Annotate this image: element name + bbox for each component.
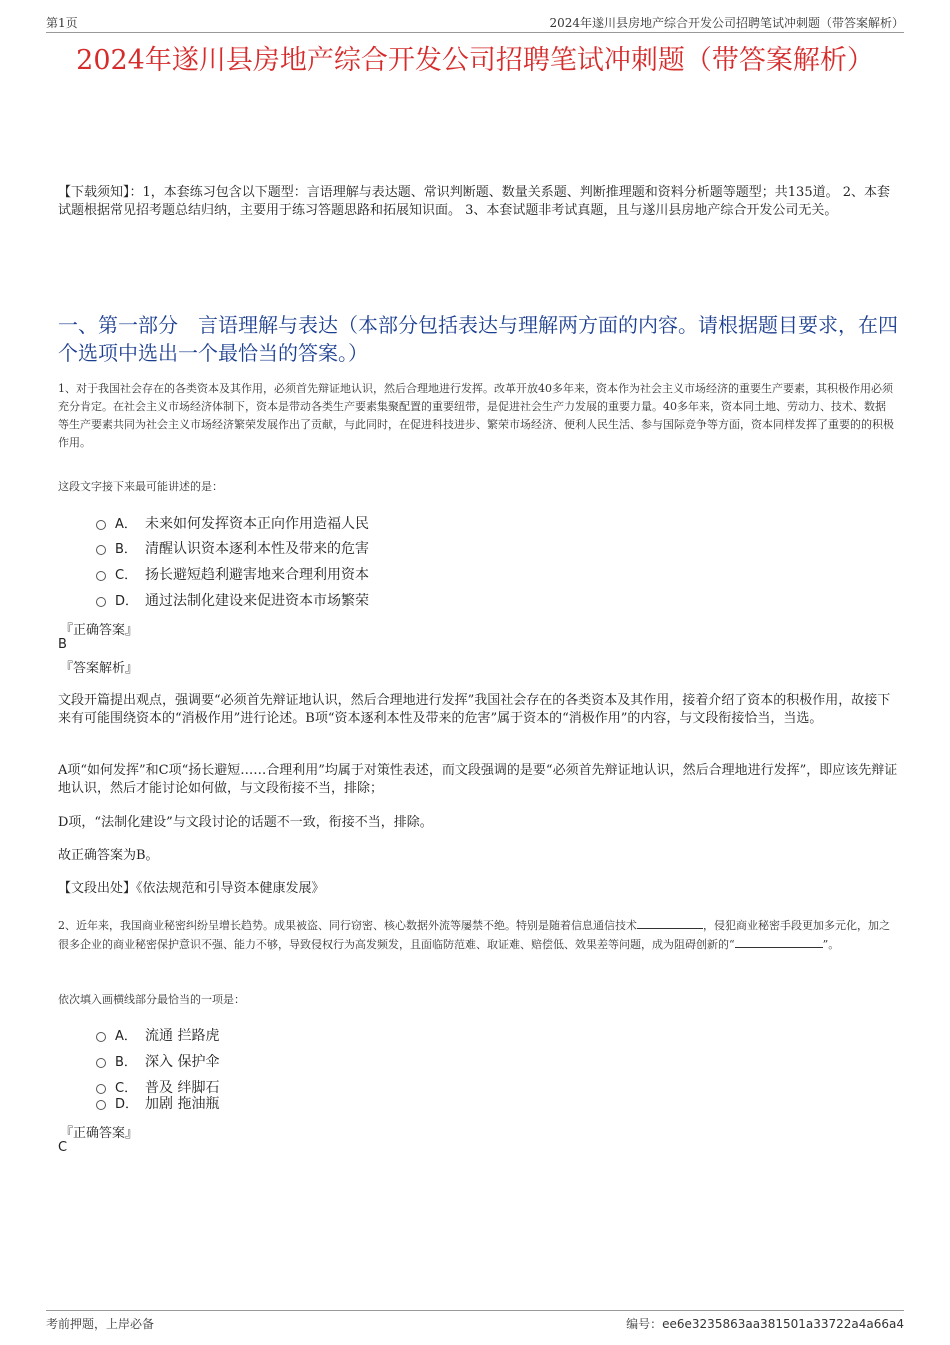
correct-answer-label: 『正确答案』 [60, 623, 139, 638]
question-1-option-b[interactable]: B． 清醒认识资本逐利本性及带来的危害 [96, 538, 369, 556]
question-1-analysis-para: D项，“法制化建设”与文段讨论的话题不一致，衔接不当，排除。 [58, 815, 433, 830]
radio-icon[interactable] [96, 571, 106, 581]
fill-blank [735, 935, 823, 948]
footer-slogan: 考前押题，上岸必备 [46, 1317, 155, 1331]
question-2-option-a[interactable]: A． 流通 拦路虎 [96, 1025, 219, 1043]
radio-icon[interactable] [96, 520, 106, 530]
page-footer [46, 1310, 904, 1331]
question-1-prompt: 这段文字接下来最可能讲述的是： [58, 480, 223, 493]
radio-icon[interactable] [96, 1100, 106, 1110]
fill-blank [637, 916, 703, 929]
question-2-option-b[interactable]: B． 深入 保护伞 [96, 1051, 219, 1069]
section-heading: 一、第一部分 言语理解与表达（本部分包括表达与理解两方面的内容。请根据题目要求，在四个选项中选出一个最恰当的答案。） [58, 313, 898, 365]
question-1-option-d[interactable]: D． 通过法制化建设来促进资本市场繁荣 [96, 590, 369, 608]
question-2-answer: C [58, 1140, 68, 1155]
question-1-passage: 1、对于我国社会存在的各类资本及其作用，必须首先辩证地认识，然后合理地进行发挥。改革开放40多年来，资本作为社会主义市场经济的重要生产要素，其积极作用必须充分肯定。在社会主义市场经济体制下，资本是带动各类生产要素集聚配置的重要纽带，是促进社会生产力发展的重要力量。40多年来，资本同土地、劳动力、技术、数据等生产要素共同为社会主义市场经济繁荣发展作出了贡献，与此同时，在促进科技进步、繁荣市场经济、便利人民生活、参与国际竞争等方面，资本同样发挥了重要的的积极作用。 [58, 382, 894, 449]
question-1-answer: B [58, 637, 67, 652]
correct-answer-label: 『正确答案』 [60, 1126, 139, 1141]
footer-code: 编号：ee6e3235863aa381501a33722a4a66a4 [626, 1317, 904, 1331]
question-1-source: 【文段出处】《依法规范和引导资本健康发展》 [58, 881, 325, 896]
question-1-option-a[interactable]: A． 未来如何发挥资本正向作用造福人民 [96, 513, 369, 531]
question-2-passage: 2、近年来，我国商业秘密纠纷呈增长趋势。成果被盗、同行窃密、核心数据外流等屡禁不绝。特别是随着信息通信技术 ，侵犯商业秘密手段更加多元化，加之很多企业的商业秘密保护意识不强、能力不够，导致侵权行为高发频发，且面临防范难、取证难、赔偿低、效果差等问题，成为阻碍创新的“ ”。 [58, 916, 896, 954]
document-title: 2024年遂川县房地产综合开发公司招聘笔试冲刺题（带答案解析） [76, 45, 874, 76]
question-1-analysis-para: A项“如何发挥”和C项“扬长避短……合理利用”均属于对策性表述，而文段强调的是要“必须首先辩证地认识，然后合理地进行发挥”，即应该先辩证地认识，然后才能讨论如何做，与文段衔接不当，排除； [58, 763, 898, 796]
page-number: 第1页 [46, 16, 78, 30]
header-doc-title: 2024年遂川县房地产综合开发公司招聘笔试冲刺题（带答案解析） [549, 16, 904, 30]
page-header [46, 14, 904, 33]
radio-icon[interactable] [96, 545, 106, 555]
question-2-option-c[interactable]: C． 普及 绊脚石 [96, 1077, 219, 1095]
analysis-label: 『答案解析』 [60, 661, 139, 676]
radio-icon[interactable] [96, 1058, 106, 1068]
question-1-option-c[interactable]: C． 扬长避短趋利避害地来合理利用资本 [96, 564, 369, 582]
radio-icon[interactable] [96, 1032, 106, 1042]
question-2-prompt: 依次填入画横线部分最恰当的一项是： [58, 993, 245, 1006]
radio-icon[interactable] [96, 597, 106, 607]
question-1-analysis-para: 文段开篇提出观点，强调要“必须首先辩证地认识，然后合理地进行发挥”我国社会存在的各类资本及其作用，接着介绍了资本的积极作用，故接下来有可能围绕资本的“消极作用”进行论述。B项“资本逐利本性及带来的危害”属于资本的“消极作用”的内容，与文段衔接恰当，当选。 [58, 693, 891, 726]
question-1-conclusion: 故正确答案为B。 [58, 848, 159, 863]
question-2-option-d[interactable]: D． 加剧 拖油瓶 [96, 1093, 219, 1111]
download-notice: 【下载须知】：1，本套练习包含以下题型：言语理解与表达题、常识判断题、数量关系题、判断推理题和资料分析题等题型；共135道。 2、本套试题根据常见招考题总结归纳，主要用于练习答题思路和拓展知识面。 3、本套试题非考试真题，且与遂川县房地产综合开发公司无关。 [58, 185, 890, 218]
